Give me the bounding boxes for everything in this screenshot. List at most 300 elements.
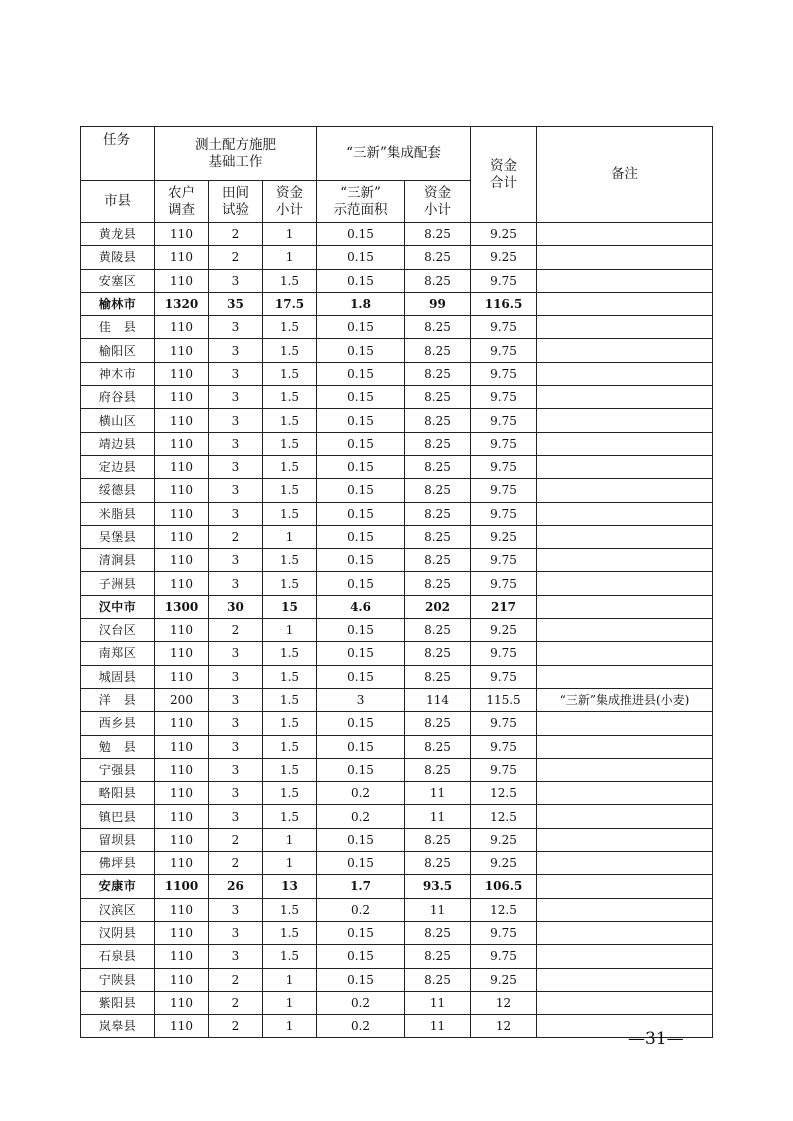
note-cell xyxy=(537,432,713,455)
header-note: 备注 xyxy=(537,127,713,223)
fund-subtotal-cell: 1 xyxy=(263,852,317,875)
note-cell xyxy=(537,386,713,409)
trial-cell: 2 xyxy=(209,968,263,991)
county-name-cell: 宁强县 xyxy=(81,758,155,781)
total-fund-cell: 9.75 xyxy=(471,642,537,665)
table-body xyxy=(81,223,713,1038)
fund-subtotal-cell: 15 xyxy=(263,595,317,618)
fund-subtotal-cell: 1.5 xyxy=(263,339,317,362)
note-cell xyxy=(537,316,713,339)
header-sub-trial: 田间 试验 xyxy=(209,181,263,223)
total-fund-cell: 9.75 xyxy=(471,339,537,362)
note-cell xyxy=(537,875,713,898)
demo-area-cell: 0.15 xyxy=(317,828,405,851)
county-name-cell: 洋 县 xyxy=(81,688,155,711)
total-fund-cell: 9.75 xyxy=(471,549,537,572)
county-name-cell: 子洲县 xyxy=(81,572,155,595)
note-cell xyxy=(537,712,713,735)
survey-cell: 110 xyxy=(155,479,209,502)
survey-cell: 1320 xyxy=(155,292,209,315)
fund-subtotal-cell: 1.5 xyxy=(263,479,317,502)
trial-cell: 3 xyxy=(209,805,263,828)
survey-cell: 110 xyxy=(155,665,209,688)
sanxin-fund-cell: 11 xyxy=(405,898,471,921)
table-row xyxy=(81,386,713,409)
survey-cell: 110 xyxy=(155,642,209,665)
trial-cell: 2 xyxy=(209,246,263,269)
demo-area-cell: 3 xyxy=(317,688,405,711)
total-fund-cell: 9.75 xyxy=(471,316,537,339)
trial-cell: 3 xyxy=(209,665,263,688)
trial-cell: 3 xyxy=(209,898,263,921)
demo-area-cell: 0.15 xyxy=(317,269,405,292)
fund-subtotal-cell: 1 xyxy=(263,525,317,548)
demo-area-cell: 0.15 xyxy=(317,246,405,269)
table-row xyxy=(81,619,713,642)
sanxin-fund-cell: 11 xyxy=(405,1015,471,1038)
fund-subtotal-cell: 1.5 xyxy=(263,898,317,921)
note-cell xyxy=(537,991,713,1014)
note-cell xyxy=(537,945,713,968)
county-name-cell: 汉中市 xyxy=(81,595,155,618)
demo-area-cell: 0.15 xyxy=(317,223,405,246)
total-fund-cell: 217 xyxy=(471,595,537,618)
trial-cell: 3 xyxy=(209,409,263,432)
table-row xyxy=(81,875,713,898)
total-fund-cell: 116.5 xyxy=(471,292,537,315)
table-row xyxy=(81,316,713,339)
trial-cell: 3 xyxy=(209,386,263,409)
table-row xyxy=(81,269,713,292)
survey-cell: 110 xyxy=(155,898,209,921)
total-fund-cell: 9.25 xyxy=(471,968,537,991)
demo-area-cell: 0.2 xyxy=(317,898,405,921)
note-cell xyxy=(537,1015,713,1038)
trial-cell: 2 xyxy=(209,828,263,851)
county-name-cell: 横山区 xyxy=(81,409,155,432)
header-group-testing: 测土配方施肥 基础工作 xyxy=(155,127,317,181)
demo-area-cell: 0.15 xyxy=(317,455,405,478)
demo-area-cell: 0.2 xyxy=(317,782,405,805)
fund-subtotal-cell: 1.5 xyxy=(263,572,317,595)
note-cell xyxy=(537,292,713,315)
demo-area-cell: 0.15 xyxy=(317,386,405,409)
note-cell xyxy=(537,735,713,758)
note-cell xyxy=(537,619,713,642)
total-fund-cell: 9.25 xyxy=(471,246,537,269)
total-fund-cell: 9.25 xyxy=(471,828,537,851)
total-fund-cell: 9.75 xyxy=(471,921,537,944)
trial-cell: 3 xyxy=(209,479,263,502)
fund-subtotal-cell: 1 xyxy=(263,246,317,269)
trial-cell: 2 xyxy=(209,852,263,875)
sanxin-fund-cell: 8.25 xyxy=(405,828,471,851)
county-name-cell: 榆林市 xyxy=(81,292,155,315)
header-sub-fund1: 资金 小计 xyxy=(263,181,317,223)
county-name-cell: 紫阳县 xyxy=(81,991,155,1014)
table-row xyxy=(81,409,713,432)
table-row xyxy=(81,362,713,385)
table-row xyxy=(81,758,713,781)
demo-area-cell: 0.15 xyxy=(317,619,405,642)
note-cell xyxy=(537,665,713,688)
survey-cell: 110 xyxy=(155,921,209,944)
survey-cell: 110 xyxy=(155,246,209,269)
survey-cell: 110 xyxy=(155,432,209,455)
fund-subtotal-cell: 1 xyxy=(263,1015,317,1038)
trial-cell: 2 xyxy=(209,1015,263,1038)
note-cell xyxy=(537,595,713,618)
demo-area-cell: 0.15 xyxy=(317,339,405,362)
diagonal-header-cell xyxy=(81,127,155,181)
header-total: 资金 合计 xyxy=(471,127,537,223)
total-fund-cell: 9.75 xyxy=(471,269,537,292)
sanxin-fund-cell: 11 xyxy=(405,782,471,805)
note-cell xyxy=(537,852,713,875)
demo-area-cell: 0.15 xyxy=(317,502,405,525)
fund-subtotal-cell: 1 xyxy=(263,619,317,642)
demo-area-cell: 0.15 xyxy=(317,758,405,781)
survey-cell: 110 xyxy=(155,269,209,292)
trial-cell: 3 xyxy=(209,572,263,595)
trial-cell: 2 xyxy=(209,223,263,246)
header-group-sanxin: “三新”集成配套 xyxy=(317,127,471,181)
trial-cell: 3 xyxy=(209,455,263,478)
demo-area-cell: 0.15 xyxy=(317,409,405,432)
demo-area-cell: 0.15 xyxy=(317,432,405,455)
header-county-cell xyxy=(81,181,155,223)
survey-cell: 110 xyxy=(155,805,209,828)
total-fund-cell: 9.25 xyxy=(471,619,537,642)
total-fund-cell: 9.75 xyxy=(471,479,537,502)
demo-area-cell: 1.8 xyxy=(317,292,405,315)
sanxin-fund-cell: 8.25 xyxy=(405,316,471,339)
sanxin-fund-cell: 11 xyxy=(405,991,471,1014)
county-name-cell: 府谷县 xyxy=(81,386,155,409)
fund-subtotal-cell: 1.5 xyxy=(263,945,317,968)
survey-cell: 110 xyxy=(155,409,209,432)
county-name-cell: 定边县 xyxy=(81,455,155,478)
total-fund-cell: 12.5 xyxy=(471,898,537,921)
table-row xyxy=(81,525,713,548)
sanxin-fund-cell: 8.25 xyxy=(405,269,471,292)
demo-area-cell: 0.15 xyxy=(317,642,405,665)
total-fund-cell: 12 xyxy=(471,1015,537,1038)
table-row xyxy=(81,921,713,944)
header-county: 市县 xyxy=(104,193,131,209)
county-name-cell: 岚皋县 xyxy=(81,1015,155,1038)
page-number: —31— xyxy=(628,1029,684,1049)
total-fund-cell: 9.75 xyxy=(471,945,537,968)
county-name-cell: 榆阳区 xyxy=(81,339,155,362)
demo-area-cell: 0.15 xyxy=(317,665,405,688)
note-cell xyxy=(537,269,713,292)
table-row xyxy=(81,1015,713,1038)
table-row xyxy=(81,991,713,1014)
sanxin-fund-cell: 202 xyxy=(405,595,471,618)
demo-area-cell: 0.15 xyxy=(317,362,405,385)
county-name-cell: 佳 县 xyxy=(81,316,155,339)
trial-cell: 3 xyxy=(209,758,263,781)
sanxin-fund-cell: 8.25 xyxy=(405,945,471,968)
trial-cell: 3 xyxy=(209,502,263,525)
total-fund-cell: 106.5 xyxy=(471,875,537,898)
demo-area-cell: 0.2 xyxy=(317,991,405,1014)
survey-cell: 1100 xyxy=(155,875,209,898)
county-name-cell: 汉阴县 xyxy=(81,921,155,944)
table-row xyxy=(81,968,713,991)
fund-subtotal-cell: 1.5 xyxy=(263,316,317,339)
table-row xyxy=(81,432,713,455)
county-name-cell: 神木市 xyxy=(81,362,155,385)
survey-cell: 110 xyxy=(155,968,209,991)
sanxin-fund-cell: 8.25 xyxy=(405,619,471,642)
fund-subtotal-cell: 1.5 xyxy=(263,269,317,292)
demo-area-cell: 0.2 xyxy=(317,1015,405,1038)
note-cell xyxy=(537,572,713,595)
total-fund-cell: 12.5 xyxy=(471,782,537,805)
note-cell xyxy=(537,362,713,385)
table-row xyxy=(81,712,713,735)
demo-area-cell: 0.15 xyxy=(317,549,405,572)
sanxin-fund-cell: 8.25 xyxy=(405,852,471,875)
table-row xyxy=(81,479,713,502)
table-row xyxy=(81,339,713,362)
survey-cell: 110 xyxy=(155,712,209,735)
sanxin-fund-cell: 8.25 xyxy=(405,432,471,455)
trial-cell: 3 xyxy=(209,642,263,665)
fund-subtotal-cell: 13 xyxy=(263,875,317,898)
survey-cell: 1300 xyxy=(155,595,209,618)
sanxin-fund-cell: 8.25 xyxy=(405,968,471,991)
trial-cell: 3 xyxy=(209,735,263,758)
survey-cell: 110 xyxy=(155,525,209,548)
trial-cell: 30 xyxy=(209,595,263,618)
note-cell xyxy=(537,921,713,944)
table-row xyxy=(81,665,713,688)
county-name-cell: 西乡县 xyxy=(81,712,155,735)
table-row xyxy=(81,898,713,921)
sanxin-fund-cell: 8.25 xyxy=(405,665,471,688)
note-cell xyxy=(537,339,713,362)
sanxin-fund-cell: 8.25 xyxy=(405,525,471,548)
demo-area-cell: 0.2 xyxy=(317,805,405,828)
table-row xyxy=(81,223,713,246)
total-fund-cell: 12 xyxy=(471,991,537,1014)
fund-subtotal-cell: 1 xyxy=(263,991,317,1014)
county-name-cell: 黄龙县 xyxy=(81,223,155,246)
county-name-cell: 安康市 xyxy=(81,875,155,898)
county-name-cell: 佛坪县 xyxy=(81,852,155,875)
note-cell xyxy=(537,549,713,572)
note-cell xyxy=(537,642,713,665)
total-fund-cell: 9.75 xyxy=(471,735,537,758)
table-row xyxy=(81,735,713,758)
trial-cell: 3 xyxy=(209,432,263,455)
survey-cell: 110 xyxy=(155,362,209,385)
demo-area-cell: 4.6 xyxy=(317,595,405,618)
table-row xyxy=(81,688,713,711)
county-name-cell: 勉 县 xyxy=(81,735,155,758)
trial-cell: 3 xyxy=(209,269,263,292)
note-cell xyxy=(537,525,713,548)
fund-subtotal-cell: 1.5 xyxy=(263,432,317,455)
table-row xyxy=(81,642,713,665)
table-row xyxy=(81,945,713,968)
fund-subtotal-cell: 1.5 xyxy=(263,712,317,735)
trial-cell: 2 xyxy=(209,619,263,642)
trial-cell: 3 xyxy=(209,339,263,362)
sanxin-fund-cell: 8.25 xyxy=(405,223,471,246)
demo-area-cell: 0.15 xyxy=(317,712,405,735)
total-fund-cell: 9.25 xyxy=(471,223,537,246)
county-name-cell: 米脂县 xyxy=(81,502,155,525)
trial-cell: 3 xyxy=(209,362,263,385)
total-fund-cell: 12.5 xyxy=(471,805,537,828)
fund-subtotal-cell: 1.5 xyxy=(263,805,317,828)
sanxin-fund-cell: 8.25 xyxy=(405,502,471,525)
sanxin-fund-cell: 8.25 xyxy=(405,409,471,432)
note-cell xyxy=(537,782,713,805)
trial-cell: 3 xyxy=(209,921,263,944)
table-row xyxy=(81,246,713,269)
demo-area-cell: 0.15 xyxy=(317,572,405,595)
total-fund-cell: 9.75 xyxy=(471,502,537,525)
funding-table xyxy=(80,126,713,1038)
header-task: 任务 xyxy=(103,132,130,148)
sanxin-fund-cell: 99 xyxy=(405,292,471,315)
table-row xyxy=(81,782,713,805)
county-name-cell: 汉滨区 xyxy=(81,898,155,921)
trial-cell: 3 xyxy=(209,688,263,711)
fund-subtotal-cell: 17.5 xyxy=(263,292,317,315)
demo-area-cell: 0.15 xyxy=(317,921,405,944)
survey-cell: 110 xyxy=(155,852,209,875)
fund-subtotal-cell: 1.5 xyxy=(263,758,317,781)
trial-cell: 26 xyxy=(209,875,263,898)
demo-area-cell: 1.7 xyxy=(317,875,405,898)
sanxin-fund-cell: 8.25 xyxy=(405,921,471,944)
fund-subtotal-cell: 1.5 xyxy=(263,386,317,409)
survey-cell: 110 xyxy=(155,316,209,339)
survey-cell: 110 xyxy=(155,619,209,642)
sanxin-fund-cell: 8.25 xyxy=(405,246,471,269)
survey-cell: 110 xyxy=(155,735,209,758)
survey-cell: 110 xyxy=(155,386,209,409)
note-cell xyxy=(537,223,713,246)
note-cell xyxy=(537,805,713,828)
fund-subtotal-cell: 1.5 xyxy=(263,549,317,572)
survey-cell: 110 xyxy=(155,782,209,805)
fund-subtotal-cell: 1.5 xyxy=(263,688,317,711)
total-fund-cell: 9.25 xyxy=(471,852,537,875)
sanxin-fund-cell: 8.25 xyxy=(405,362,471,385)
county-name-cell: 绥德县 xyxy=(81,479,155,502)
trial-cell: 35 xyxy=(209,292,263,315)
sanxin-fund-cell: 8.25 xyxy=(405,712,471,735)
fund-subtotal-cell: 1.5 xyxy=(263,362,317,385)
total-fund-cell: 9.75 xyxy=(471,665,537,688)
county-name-cell: 黄陵县 xyxy=(81,246,155,269)
survey-cell: 110 xyxy=(155,758,209,781)
county-name-cell: 汉台区 xyxy=(81,619,155,642)
sanxin-fund-cell: 8.25 xyxy=(405,758,471,781)
sanxin-fund-cell: 8.25 xyxy=(405,735,471,758)
survey-cell: 110 xyxy=(155,828,209,851)
sanxin-fund-cell: 8.25 xyxy=(405,572,471,595)
fund-subtotal-cell: 1.5 xyxy=(263,665,317,688)
trial-cell: 3 xyxy=(209,945,263,968)
total-fund-cell: 9.75 xyxy=(471,432,537,455)
county-name-cell: 吴堡县 xyxy=(81,525,155,548)
fund-subtotal-cell: 1 xyxy=(263,968,317,991)
total-fund-cell: 9.75 xyxy=(471,409,537,432)
trial-cell: 3 xyxy=(209,712,263,735)
total-fund-cell: 9.75 xyxy=(471,572,537,595)
total-fund-cell: 9.75 xyxy=(471,362,537,385)
table-row xyxy=(81,455,713,478)
note-cell xyxy=(537,455,713,478)
table-row xyxy=(81,828,713,851)
fund-subtotal-cell: 1 xyxy=(263,828,317,851)
demo-area-cell: 0.15 xyxy=(317,316,405,339)
county-name-cell: 城固县 xyxy=(81,665,155,688)
demo-area-cell: 0.15 xyxy=(317,852,405,875)
total-fund-cell: 9.75 xyxy=(471,386,537,409)
survey-cell: 110 xyxy=(155,455,209,478)
table-row xyxy=(81,805,713,828)
county-name-cell: 南郑区 xyxy=(81,642,155,665)
note-cell xyxy=(537,758,713,781)
fund-subtotal-cell: 1.5 xyxy=(263,642,317,665)
trial-cell: 3 xyxy=(209,782,263,805)
table-row xyxy=(81,572,713,595)
table-row xyxy=(81,549,713,572)
note-cell: “三新”集成推进县(小麦) xyxy=(537,688,713,711)
survey-cell: 110 xyxy=(155,572,209,595)
sanxin-fund-cell: 8.25 xyxy=(405,479,471,502)
fund-subtotal-cell: 1.5 xyxy=(263,409,317,432)
sanxin-fund-cell: 8.25 xyxy=(405,455,471,478)
trial-cell: 3 xyxy=(209,316,263,339)
sanxin-fund-cell: 8.25 xyxy=(405,549,471,572)
sanxin-fund-cell: 8.25 xyxy=(405,642,471,665)
county-name-cell: 略阳县 xyxy=(81,782,155,805)
sanxin-fund-cell: 8.25 xyxy=(405,339,471,362)
demo-area-cell: 0.15 xyxy=(317,525,405,548)
note-cell xyxy=(537,409,713,432)
county-name-cell: 清涧县 xyxy=(81,549,155,572)
sanxin-fund-cell: 93.5 xyxy=(405,875,471,898)
trial-cell: 2 xyxy=(209,991,263,1014)
header-sub-survey: 农户 调查 xyxy=(155,181,209,223)
county-name-cell: 石泉县 xyxy=(81,945,155,968)
sanxin-fund-cell: 11 xyxy=(405,805,471,828)
table-row xyxy=(81,852,713,875)
table-row xyxy=(81,292,713,315)
note-cell xyxy=(537,898,713,921)
note-cell xyxy=(537,968,713,991)
survey-cell: 110 xyxy=(155,502,209,525)
trial-cell: 2 xyxy=(209,525,263,548)
sanxin-fund-cell: 114 xyxy=(405,688,471,711)
table-row xyxy=(81,502,713,525)
note-cell xyxy=(537,246,713,269)
county-name-cell: 镇巴县 xyxy=(81,805,155,828)
county-name-cell: 留坝县 xyxy=(81,828,155,851)
survey-cell: 110 xyxy=(155,223,209,246)
demo-area-cell: 0.15 xyxy=(317,968,405,991)
